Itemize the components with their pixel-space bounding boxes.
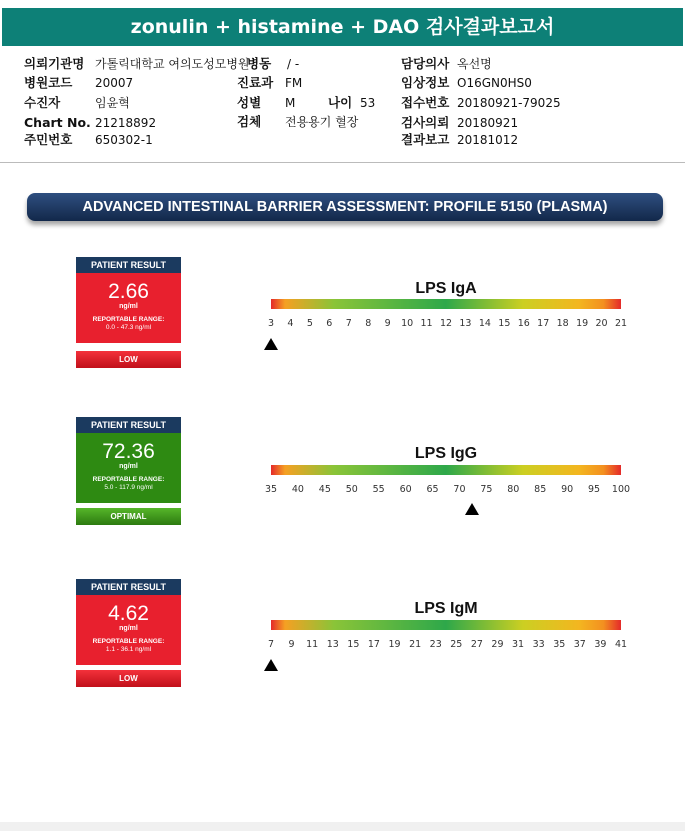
info-value-age: 53 bbox=[360, 96, 376, 110]
info-value-request-date: 20180921 bbox=[457, 116, 519, 130]
scale-tick: 70 bbox=[453, 484, 466, 495]
scale-tick: 45 bbox=[318, 484, 331, 495]
result-card-iga bbox=[76, 257, 181, 364]
info-value-resident-no: 650302-1 bbox=[95, 133, 153, 147]
scale-tick: 10 bbox=[401, 318, 414, 329]
chart-title-igm: LPS IgM bbox=[414, 600, 478, 617]
info-value-report-date: 20181012 bbox=[457, 133, 519, 147]
result-header: PATIENT RESULT bbox=[76, 257, 181, 273]
scale-tick: 29 bbox=[491, 639, 504, 650]
info-value-sex: M bbox=[285, 96, 296, 110]
result-value: 72.36 bbox=[102, 440, 155, 463]
scale-tick: 7 bbox=[345, 318, 352, 329]
info-label-ward: 병동 bbox=[247, 56, 272, 71]
result-box bbox=[76, 595, 181, 665]
scale-tick: 6 bbox=[326, 318, 333, 329]
result-unit: ng/ml bbox=[119, 625, 138, 632]
result-box bbox=[76, 433, 181, 503]
info-value-patient: 임윤혁 bbox=[95, 96, 130, 110]
scale-tick: 40 bbox=[291, 484, 304, 495]
scale-tick: 39 bbox=[594, 639, 607, 650]
info-value-hospital-code: 20007 bbox=[95, 76, 134, 90]
scale-tick: 12 bbox=[439, 318, 453, 329]
scale-tick: 18 bbox=[556, 318, 569, 329]
scale-tick: 65 bbox=[426, 484, 439, 495]
result-marker-igm bbox=[264, 659, 278, 671]
reportable-range: 1.1 - 36.1 ng/ml bbox=[105, 646, 152, 653]
scale-ticks-iga bbox=[267, 318, 628, 332]
result-unit: ng/ml bbox=[119, 303, 138, 310]
chart-title-iga: LPS IgA bbox=[415, 280, 477, 297]
scale-tick: 3 bbox=[267, 318, 275, 329]
info-value-doctor: 옥선명 bbox=[457, 57, 492, 71]
scale-tick: 75 bbox=[480, 484, 493, 495]
scale-tick: 9 bbox=[384, 318, 391, 329]
scale-tick: 33 bbox=[532, 639, 545, 650]
result-card-igm bbox=[76, 579, 181, 683]
result-flag: LOW bbox=[76, 670, 181, 687]
result-value: 2.66 bbox=[108, 280, 149, 303]
info-label-institution: 의뢰기관명 bbox=[24, 56, 85, 71]
reportable-range-label: REPORTABLE RANGE: bbox=[92, 476, 165, 483]
result-flag: OPTIMAL bbox=[76, 508, 181, 525]
reportable-range-label: REPORTABLE RANGE: bbox=[92, 638, 165, 645]
scale-tick: 41 bbox=[614, 639, 628, 650]
scale-tick: 11 bbox=[306, 639, 319, 650]
info-label-chart-no: Chart No. bbox=[24, 115, 91, 130]
info-value-ward: / - bbox=[287, 57, 300, 71]
result-header: PATIENT RESULT bbox=[76, 579, 181, 595]
scale-tick: 60 bbox=[399, 484, 412, 495]
scale-bar-igm bbox=[271, 620, 621, 630]
info-label-dept: 진료과 bbox=[237, 75, 274, 90]
info-value-chart-no: 21218892 bbox=[95, 116, 157, 130]
scale-tick: 5 bbox=[306, 318, 313, 329]
reportable-range-label: REPORTABLE RANGE: bbox=[92, 316, 165, 323]
info-label-receipt-no: 접수번호 bbox=[401, 95, 450, 110]
result-box bbox=[76, 273, 181, 343]
info-value-receipt-no: 20180921-79025 bbox=[457, 96, 561, 110]
info-label-request-date: 검사의뢰 bbox=[401, 115, 450, 130]
scale-ticks-igg bbox=[264, 484, 631, 498]
scale-tick: 13 bbox=[459, 318, 472, 329]
scale-tick: 21 bbox=[614, 318, 628, 329]
scale-tick: 7 bbox=[267, 639, 275, 650]
info-label-patient: 수진자 bbox=[24, 95, 61, 110]
scale-tick: 19 bbox=[388, 639, 401, 650]
info-value-institution: 가톨릭대학교 여의도성모병원 bbox=[95, 57, 250, 71]
scale-tick: 15 bbox=[498, 318, 511, 329]
info-label-resident-no: 주민번호 bbox=[24, 132, 73, 147]
scale-tick: 31 bbox=[512, 639, 525, 650]
scale-tick: 21 bbox=[409, 639, 422, 650]
scale-bar-iga bbox=[271, 299, 621, 309]
reportable-range: 0.0 - 47.3 ng/ml bbox=[105, 324, 152, 331]
info-label-doctor: 담당의사 bbox=[401, 56, 450, 71]
scale-tick: 35 bbox=[553, 639, 566, 650]
header-divider bbox=[0, 162, 685, 163]
scale-tick: 19 bbox=[576, 318, 589, 329]
scale-bar-igg bbox=[271, 465, 621, 475]
scale-tick: 35 bbox=[264, 484, 278, 495]
scale-tick: 17 bbox=[367, 639, 380, 650]
info-label-clinical-info: 임상정보 bbox=[401, 75, 450, 90]
scale-tick: 90 bbox=[561, 484, 574, 495]
info-label-specimen: 검체 bbox=[237, 114, 262, 129]
scale-tick: 25 bbox=[450, 639, 463, 650]
scale-tick: 37 bbox=[573, 639, 586, 650]
scale-tick: 100 bbox=[611, 484, 631, 495]
assessment-banner: ADVANCED INTESTINAL BARRIER ASSESSMENT: PROFILE 5150 (PLASMA) bbox=[27, 193, 663, 221]
scale-tick: 13 bbox=[326, 639, 339, 650]
scale-tick: 20 bbox=[595, 318, 608, 329]
report-title: zonulin + histamine + DAO 검사결과보고서 bbox=[2, 8, 683, 46]
result-header: PATIENT RESULT bbox=[76, 417, 181, 433]
scale-tick: 95 bbox=[588, 484, 601, 495]
reportable-range: 5.0 - 117.9 ng/ml bbox=[104, 484, 153, 491]
chart-title-igg: LPS IgG bbox=[414, 445, 478, 462]
scale-tick: 85 bbox=[534, 484, 547, 495]
info-value-specimen: 전용용기 혈장 bbox=[285, 115, 359, 129]
info-value-clinical-info: O16GN0HS0 bbox=[457, 76, 532, 90]
result-flag: LOW bbox=[76, 351, 181, 368]
info-label-report-date: 결과보고 bbox=[401, 132, 450, 147]
info-label-sex: 성별 bbox=[237, 95, 262, 110]
scale-tick: 15 bbox=[347, 639, 360, 650]
result-value: 4.62 bbox=[108, 602, 149, 625]
result-marker-igg bbox=[465, 503, 479, 515]
result-card-igg bbox=[76, 417, 181, 521]
scale-tick: 4 bbox=[287, 318, 294, 329]
scale-tick: 50 bbox=[345, 484, 358, 495]
scale-tick: 9 bbox=[288, 639, 295, 650]
info-value-dept: FM bbox=[285, 76, 303, 90]
scale-tick: 27 bbox=[470, 639, 483, 650]
scale-tick: 8 bbox=[365, 318, 372, 329]
scale-tick: 11 bbox=[420, 318, 433, 329]
result-unit: ng/ml bbox=[119, 463, 138, 470]
scale-tick: 14 bbox=[478, 318, 491, 329]
scale-ticks-igm bbox=[267, 639, 628, 653]
info-label-hospital-code: 병원코드 bbox=[24, 75, 73, 90]
scale-tick: 80 bbox=[507, 484, 520, 495]
scale-tick: 55 bbox=[372, 484, 385, 495]
info-label-age: 나이 bbox=[328, 95, 353, 110]
result-marker-iga bbox=[264, 338, 278, 350]
scale-tick: 17 bbox=[537, 318, 550, 329]
scale-tick: 16 bbox=[517, 318, 530, 329]
scale-tick: 23 bbox=[429, 639, 442, 650]
